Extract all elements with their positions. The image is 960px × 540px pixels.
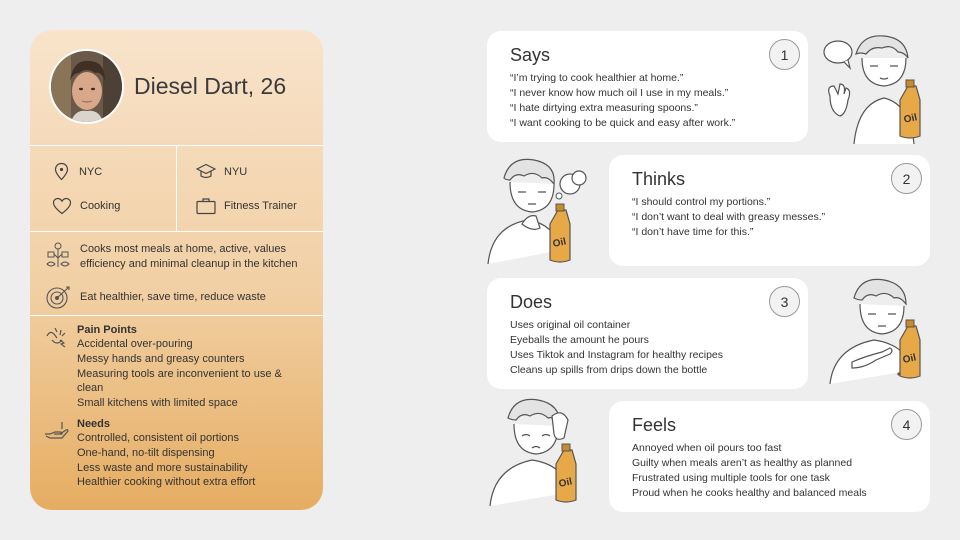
list-item: Messy hands and greasy counters: [77, 352, 245, 365]
lifestyle-icon: [44, 242, 72, 272]
list-item: Measuring tools are inconvenient to use & clean: [77, 367, 282, 395]
does-number-badge: 3: [769, 286, 800, 317]
job-label: Fitness Trainer: [224, 200, 297, 212]
does-line: Uses original oil container: [510, 319, 631, 331]
helping-hand-icon: [44, 420, 70, 442]
feels-line: Guilty when meals aren’t as healthy as planned: [632, 457, 853, 469]
fact-location: [52, 162, 102, 181]
avatar: [49, 49, 124, 124]
feels-line: Proud when he cooks healthy and balanced meals: [632, 487, 867, 499]
feels-lines: [632, 441, 867, 501]
does-line: Uses Tiktok and Instagram for healthy recipes: [510, 349, 724, 361]
says-card: [487, 31, 808, 142]
bottle-label: Oil: [902, 112, 919, 126]
persona-card: [30, 30, 323, 510]
persona-name: Diesel Dart, 26: [134, 73, 287, 99]
thinks-number-badge: 2: [891, 163, 922, 194]
thinks-line: “I don’t want to deal with greasy messes.”: [632, 211, 826, 223]
heart-icon: [52, 197, 72, 215]
education-label: NYU: [224, 165, 248, 178]
feels-title: Feels: [632, 415, 677, 435]
persona-bio: [30, 232, 323, 316]
pain-points-icon: [44, 326, 70, 348]
feels-card: [609, 401, 930, 512]
pain-points-section: [44, 324, 309, 411]
list-item: One-hand, no-tilt dispensing: [77, 446, 215, 459]
list-item: Accidental over-pouring: [77, 338, 193, 350]
says-line: “I want cooking to be quick and easy after work.”: [510, 117, 736, 129]
thinks-card: [609, 155, 930, 266]
location-label: NYC: [79, 165, 103, 178]
list-item: Less waste and more sustainability: [77, 461, 248, 474]
fact-hobby: [52, 197, 120, 215]
says-line: “I never know how much oil I use in my meals.”: [510, 87, 729, 99]
does-illustration: [824, 278, 934, 388]
thinks-line: “I don’t have time for this.”: [632, 226, 754, 238]
divider: [176, 146, 177, 232]
list-item: Small kitchens with limited space: [77, 397, 238, 410]
feels-illustration: [486, 398, 596, 510]
goal-text: Eat healthier, save time, reduce waste: [80, 291, 266, 303]
bottle-label: Oil: [901, 352, 918, 366]
list-item: Controlled, consistent oil portions: [77, 431, 240, 444]
target-icon: [44, 284, 72, 310]
thinks-line: “I should control my portions.”: [632, 196, 771, 208]
graduation-cap-icon: [196, 162, 216, 181]
says-line: “I’m trying to cook healthier at home.”: [510, 72, 684, 84]
persona-header: [30, 30, 323, 146]
location-pin-icon: [52, 162, 71, 181]
persona-lists: [30, 316, 323, 490]
lifestyle-text: Cooks most meals at home, active, values efficiency and minimal cleanup in the kitchen: [80, 243, 298, 270]
hobby-label: Cooking: [80, 200, 121, 212]
feels-number-badge: 4: [891, 409, 922, 440]
thinks-title: Thinks: [632, 169, 686, 189]
fact-education: [196, 162, 247, 181]
feels-line: Annoyed when oil pours too fast: [632, 442, 782, 454]
bottle-label: Oil: [551, 236, 568, 250]
needs-section: [44, 418, 309, 490]
bio-goal: [44, 284, 266, 310]
says-title: Says: [510, 45, 551, 65]
does-card: [487, 278, 808, 389]
bio-lifestyle: [44, 242, 314, 272]
says-lines: [510, 71, 735, 131]
thinks-lines: [632, 195, 825, 240]
says-line: “I hate dirtying extra measuring spoons.”: [510, 102, 698, 114]
fact-job: [196, 197, 297, 215]
does-line: Cleans up spills from drips down the bottle: [510, 364, 708, 376]
list-item: Healthier cooking without extra effort: [77, 476, 256, 489]
thinks-illustration: [484, 158, 594, 268]
briefcase-icon: [196, 197, 216, 215]
pain-points-title: Pain Points: [77, 324, 137, 336]
persona-facts: [30, 146, 323, 232]
does-line: Eyeballs the amount he pours: [510, 334, 649, 346]
says-illustration: [818, 30, 933, 144]
bottle-label: Oil: [557, 476, 574, 490]
says-number-badge: 1: [769, 39, 800, 70]
avatar-photo: [51, 51, 122, 122]
needs-title: Needs: [77, 417, 111, 430]
does-title: Does: [510, 292, 553, 312]
does-lines: [510, 318, 723, 378]
feels-line: Frustrated using multiple tools for one task: [632, 472, 830, 484]
